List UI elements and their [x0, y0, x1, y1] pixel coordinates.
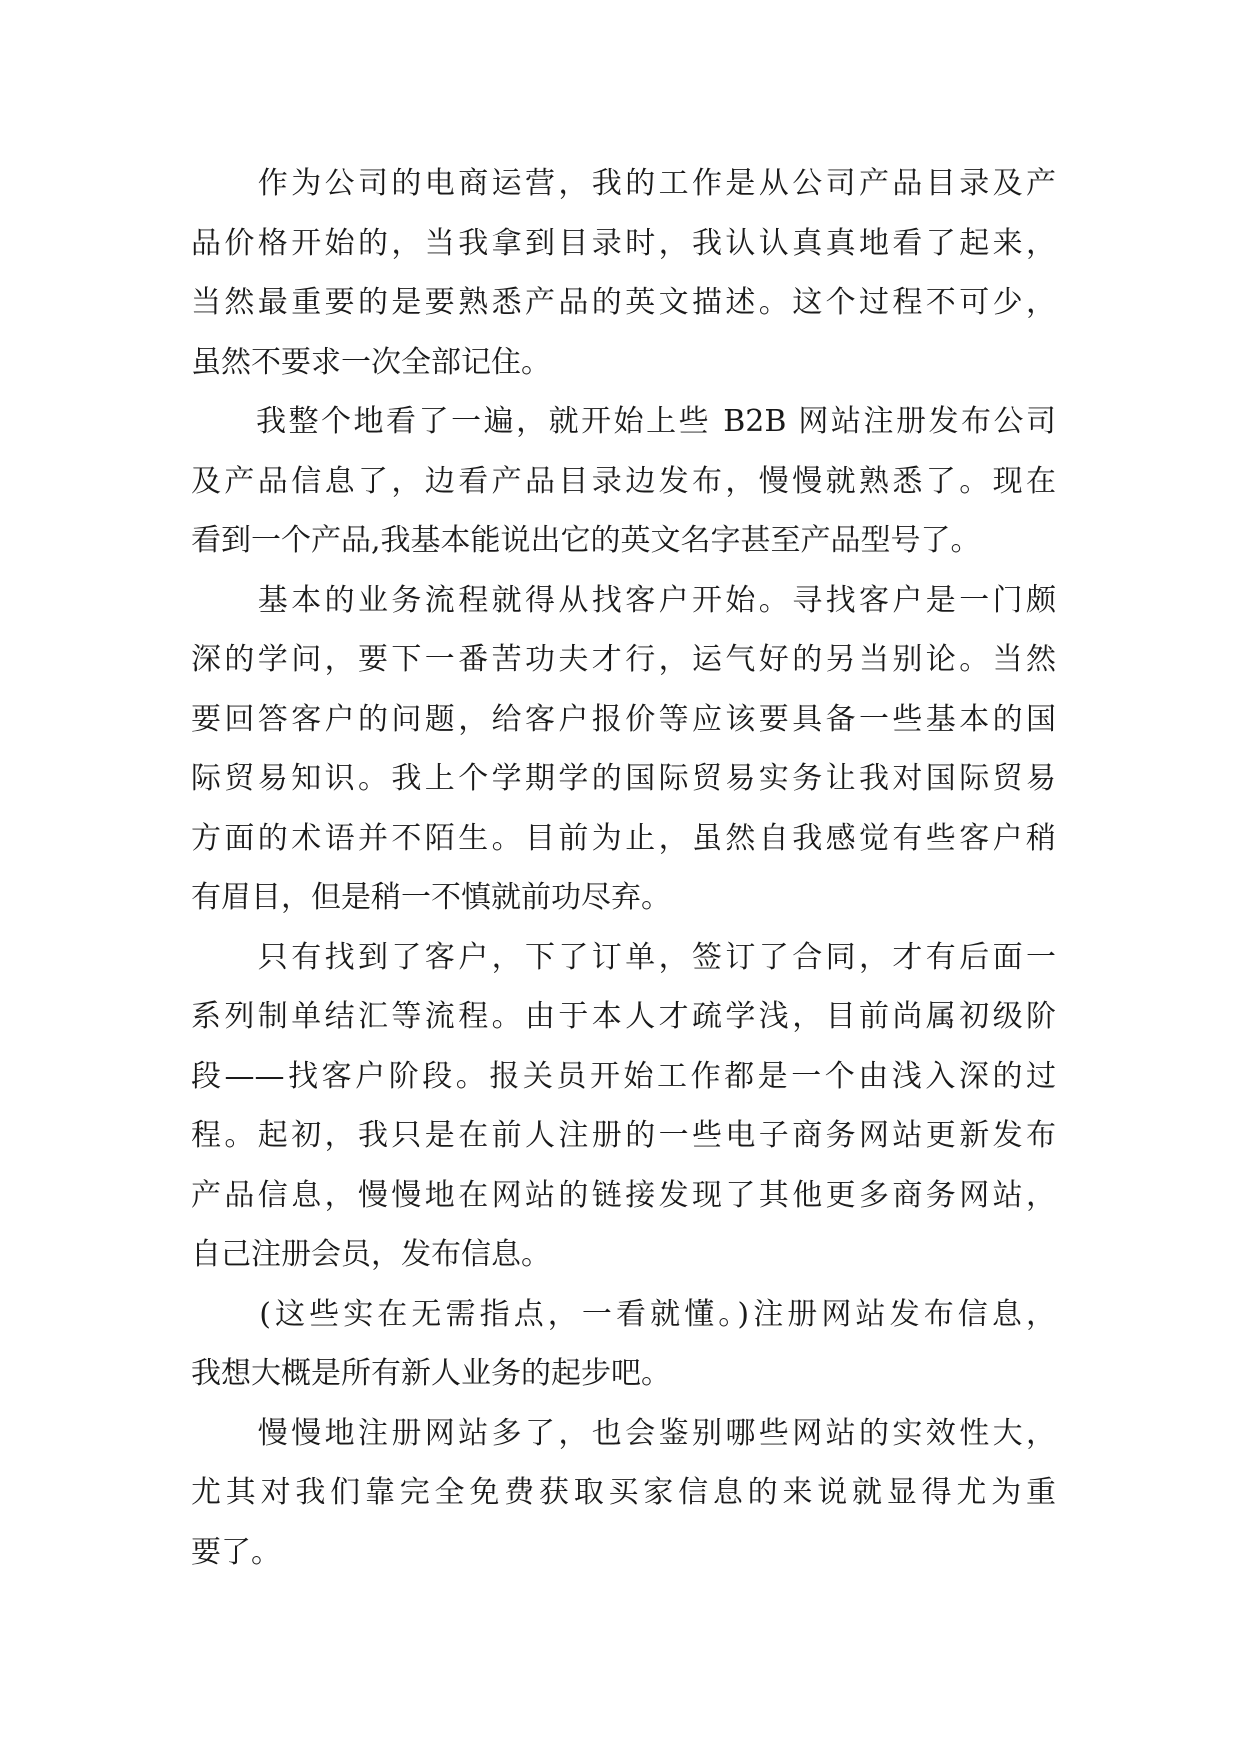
text-line: 产品信息，慢慢地在网站的链接发现了其他更多商务网站， — [191, 1177, 1056, 1213]
text-line: 慢慢地注册网站多了，也会鉴别哪些网站的实效性大， — [191, 1415, 1056, 1451]
paragraph — [191, 1404, 1056, 1583]
paragraph — [191, 1285, 1056, 1404]
paragraph — [191, 928, 1056, 1285]
text-line: 我整个地看了一遍，就开始上些 B2B 网站注册发布公司 — [191, 404, 1056, 439]
text-line: 基本的业务流程就得从找客户开始。寻找客户是一门颇 — [191, 582, 1056, 618]
text-line: 要回答客户的问题，给客户报价等应该要具备一些基本的国 — [191, 701, 1056, 737]
text-line: 当然最重要的是要熟悉产品的英文描述。这个过程不可少， — [191, 285, 1056, 320]
text-line: 深的学问，要下一番苦功夫才行，运气好的另当别论。当然 — [191, 642, 1056, 677]
text-line: 看到一个产品,我基本能说出它的英文名字甚至产品型号了。 — [191, 523, 981, 558]
text-line: 及产品信息了，边看产品目录边发布，慢慢就熟悉了。现在 — [191, 463, 1056, 499]
paragraph — [191, 571, 1056, 928]
text-line: 我想大概是所有新人业务的起步吧。 — [191, 1356, 671, 1391]
document-body — [191, 154, 1056, 1582]
text-line: 方面的术语并不陌生。目前为止，虽然自我感觉有些客户稍 — [191, 820, 1056, 856]
text-line: 有眉目，但是稍一不慎就前功尽弃。 — [191, 880, 671, 915]
text-line: 只有找到了客户，下了订单，签订了合同，才有后面一 — [191, 939, 1056, 975]
text-line: (这些实在无需指点，一看就懂。)注册网站发布信息， — [191, 1296, 1056, 1332]
text-line: 尤其对我们靠完全免费获取买家信息的来说就显得尤为重 — [191, 1475, 1056, 1510]
text-line: 际贸易知识。我上个学期学的国际贸易实务让我对国际贸易 — [191, 761, 1056, 796]
text-line: 虽然不要求一次全部记住。 — [191, 344, 551, 380]
paragraph — [191, 392, 1056, 571]
text-line: 品价格开始的，当我拿到目录时，我认认真真地看了起来， — [191, 225, 1056, 261]
text-line: 作为公司的电商运营，我的工作是从公司产品目录及产 — [191, 166, 1056, 201]
text-line: 段——找客户阶段。报关员开始工作都是一个由浅入深的过 — [191, 1058, 1056, 1094]
text-line: 程。起初，我只是在前人注册的一些电子商务网站更新发布 — [191, 1118, 1056, 1153]
paragraph — [191, 154, 1056, 392]
text-line: 系列制单结汇等流程。由于本人才疏学浅，目前尚属初级阶 — [191, 999, 1056, 1034]
text-line: 要了。 — [191, 1534, 281, 1570]
text-line: 自己注册会员，发布信息。 — [191, 1237, 551, 1272]
